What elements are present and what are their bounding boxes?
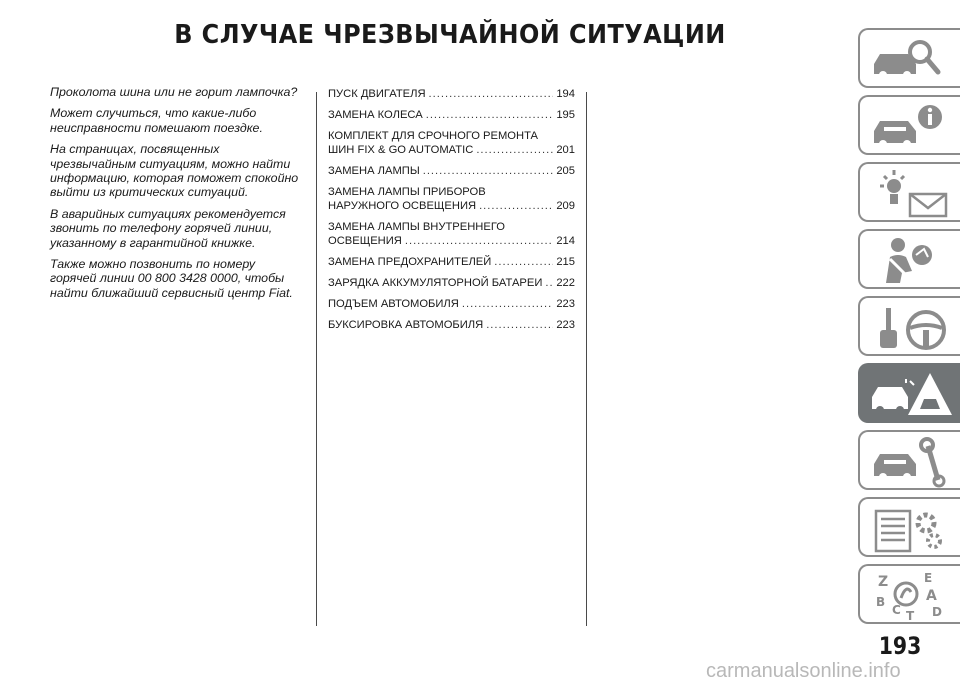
toc-entry[interactable]	[328, 318, 575, 332]
index-letter: E	[924, 571, 933, 585]
toc-leader-dots	[476, 143, 553, 157]
toc-entry-title: ПОДЪЕМ АВТОМОБИЛЯ	[328, 298, 459, 310]
toc-entry-title: НАРУЖНОГО ОСВЕЩЕНИЯ	[328, 200, 477, 212]
tab-car-info[interactable]	[858, 95, 960, 155]
toc-leader-dots	[423, 164, 554, 178]
index-letter: D	[932, 605, 942, 619]
toc-leader-dots	[486, 318, 553, 332]
page-title: В СЛУЧАЕ ЧРЕЗВЫЧАЙНОЙ СИТУАЦИИ	[174, 20, 726, 50]
intro-paragraph: Также можно позвонить по номеру горячей линии 00 800 3428 0000, чтобы найти ближайший сервисный центр Fiat.	[50, 257, 293, 300]
toc-page-number: 222	[556, 277, 575, 289]
toc-entry-title: ЗАМЕНА ЛАМПЫ ПРИБОРОВ	[328, 186, 486, 198]
toc-entry[interactable]	[328, 185, 575, 213]
toc-page-number: 209	[556, 200, 575, 212]
toc-entry-title: ШИН FIX & GO AUTOMATIC	[328, 144, 474, 156]
light-message-icon	[868, 168, 954, 220]
toc-entry[interactable]	[328, 276, 575, 290]
tab-car-wrench[interactable]	[858, 430, 960, 490]
column-divider-right	[586, 92, 587, 626]
page-number: 193	[878, 632, 922, 660]
toc-entry-title: КОМПЛЕКТ ДЛЯ СРОЧНОГО РЕМОНТА	[328, 130, 538, 142]
intro-paragraph: Проколота шина или не горит лампочка?	[50, 85, 298, 99]
toc-entry[interactable]	[328, 164, 575, 178]
tab-alphabet-index[interactable]	[858, 564, 960, 624]
toc-entry[interactable]	[328, 87, 575, 101]
car-crash-warning-icon	[868, 369, 954, 421]
toc-leader-dots	[405, 234, 553, 248]
toc-entry[interactable]	[328, 108, 575, 122]
tab-light-message[interactable]	[858, 162, 960, 222]
toc-entry[interactable]	[328, 297, 575, 311]
intro-paragraph: Может случиться, что какие-либо неисправности помешают поездке.	[50, 106, 263, 135]
index-letter: Z	[878, 574, 889, 590]
toc-entry-title: ЗАМЕНА КОЛЕСА	[328, 109, 423, 121]
key-steering-wheel-icon	[868, 302, 954, 354]
toc-leader-dots	[462, 297, 553, 311]
toc-page-number: 195	[556, 109, 575, 121]
intro-paragraph: В аварийных ситуациях рекомендуется звонить по телефону горячей линии, указанному в гарантийной книжке.	[50, 206, 286, 250]
passenger-airbag-icon	[868, 235, 954, 287]
tab-key-steering-wheel[interactable]	[858, 296, 960, 356]
column-divider-left	[316, 92, 317, 626]
toc-page-number: 201	[556, 144, 575, 156]
watermark: carmanualsonline.info	[706, 660, 901, 682]
toc-page-number: 205	[556, 165, 575, 177]
toc-page-number: 214	[556, 235, 575, 247]
toc-leader-dots	[479, 199, 553, 213]
toc-entry-title: ЗАМЕНА ЛАМПЫ	[328, 165, 420, 177]
section-tabs	[858, 28, 960, 631]
toc-entry-title: ЗАМЕНА ПРЕДОХРАНИТЕЛЕЙ	[328, 256, 492, 268]
toc-leader-dots	[426, 108, 554, 122]
toc-entry-title: ПУСК ДВИГАТЕЛЯ	[328, 88, 426, 100]
car-wrench-icon	[868, 436, 954, 488]
intro-text	[50, 85, 302, 307]
toc-leader-dots	[545, 276, 553, 290]
index-letter: B	[876, 595, 886, 609]
car-info-icon	[868, 101, 954, 153]
toc-leader-dots	[429, 87, 554, 101]
tab-passenger-airbag[interactable]	[858, 229, 960, 289]
toc-entry[interactable]	[328, 255, 575, 269]
car-search-icon	[868, 34, 954, 86]
tab-car-crash-warning[interactable]	[858, 363, 960, 423]
toc-entry-title: ЗАМЕНА ЛАМПЫ ВНУТРЕННЕГО	[328, 221, 505, 233]
tab-car-search[interactable]	[858, 28, 960, 88]
intro-paragraph: На страницах, посвященных чрезвычайным ситуациям, можно найти информацию, которая поможет спокойно выйти из критических ситуаций.	[50, 142, 299, 200]
toc-entry[interactable]	[328, 129, 575, 157]
alphabet-index-icon	[868, 570, 954, 622]
table-of-contents	[328, 87, 575, 339]
index-letter: T	[906, 609, 915, 622]
toc-entry-title: ОСВЕЩЕНИЯ	[328, 235, 402, 247]
toc-page-number: 223	[556, 298, 575, 310]
toc-page-number: 194	[556, 88, 575, 100]
toc-page-number: 223	[556, 319, 575, 331]
specs-gear-icon	[868, 503, 954, 555]
toc-entry-title: ЗАРЯДКА АККУМУЛЯТОРНОЙ БАТАРЕИ	[328, 277, 543, 289]
tab-specs-gear[interactable]	[858, 497, 960, 557]
index-letter: A	[926, 588, 937, 604]
toc-entry-title: БУКСИРОВКА АВТОМОБИЛЯ	[328, 319, 484, 331]
toc-page-number: 215	[556, 256, 575, 268]
toc-entry[interactable]	[328, 220, 575, 248]
index-letter: C	[892, 603, 901, 617]
toc-leader-dots	[494, 255, 553, 269]
